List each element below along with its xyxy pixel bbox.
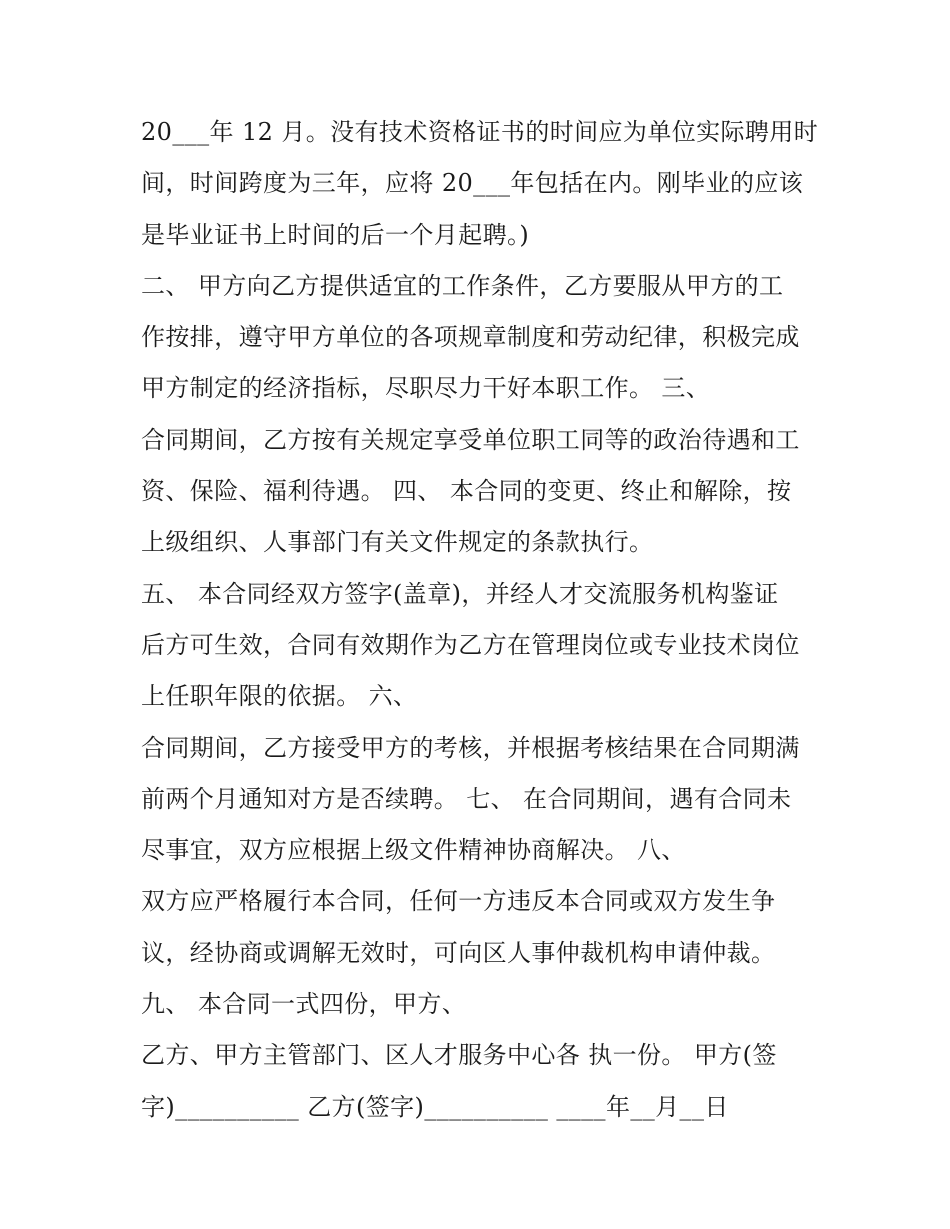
text-line: 资、保险、福利待遇。 四、 本合同的变更、终止和解除，按 <box>141 477 792 506</box>
text-line: 20___年 12 月。没有技术资格证书的时间应为单位实际聘用时 <box>141 118 819 146</box>
text-line: 上任职年限的依据。 六、 <box>141 682 418 711</box>
text-line: 二、 甲方向乙方提供适宜的工作条件，乙方要服从甲方的工 <box>141 271 784 300</box>
text-line: 前两个月通知对方是否续聘。 七、 在合同期间，遇有合同未 <box>141 784 792 813</box>
text-line: 是毕业证书上时间的后一个月起聘。) <box>141 220 530 249</box>
contract-body <box>141 107 821 1133</box>
text-line: 合同期间，乙方接受甲方的考核，并根据考核结果在合同期满 <box>141 733 800 762</box>
text-line: 上级组织、人事部门有关文件规定的条款执行。 <box>141 528 654 557</box>
text-line: 甲方制定的经济指标，尽职尽力干好本职工作。 三、 <box>141 374 711 403</box>
text-line: 双方应严格履行本合同，任何一方违反本合同或双方发生争 <box>141 887 776 916</box>
text-line: 乙方、甲方主管部门、区人才服务中心各 执一份。 甲方(签 <box>141 1041 777 1070</box>
text-line: 作按排，遵守甲方单位的各项规章制度和劳动纪律，积极完成 <box>141 323 800 352</box>
text-line: 五、 本合同经双方签字(盖章)，并经人才交流服务机构鉴证 <box>141 579 779 608</box>
text-line: 间，时间跨度为三年，应将 20___年包括在内。刚毕业的应该 <box>141 169 804 198</box>
text-line: 后方可生效，合同有效期作为乙方在管理岗位或专业技术岗位 <box>141 630 800 659</box>
text-line: 合同期间，乙方按有关规定享受单位职工同等的政治待遇和工 <box>141 425 800 454</box>
signature-line: 字)__________ 乙方(签字)__________ ____年__月__日 <box>141 1092 729 1121</box>
text-line: 九、 本合同一式四份，甲方、 <box>141 990 467 1019</box>
text-line: 尽事宜，双方应根据上级文件精神协商解决。 八、 <box>141 836 686 865</box>
text-line: 议，经协商或调解无效时，可向区人事仲裁机构申请仲裁。 <box>141 938 776 967</box>
